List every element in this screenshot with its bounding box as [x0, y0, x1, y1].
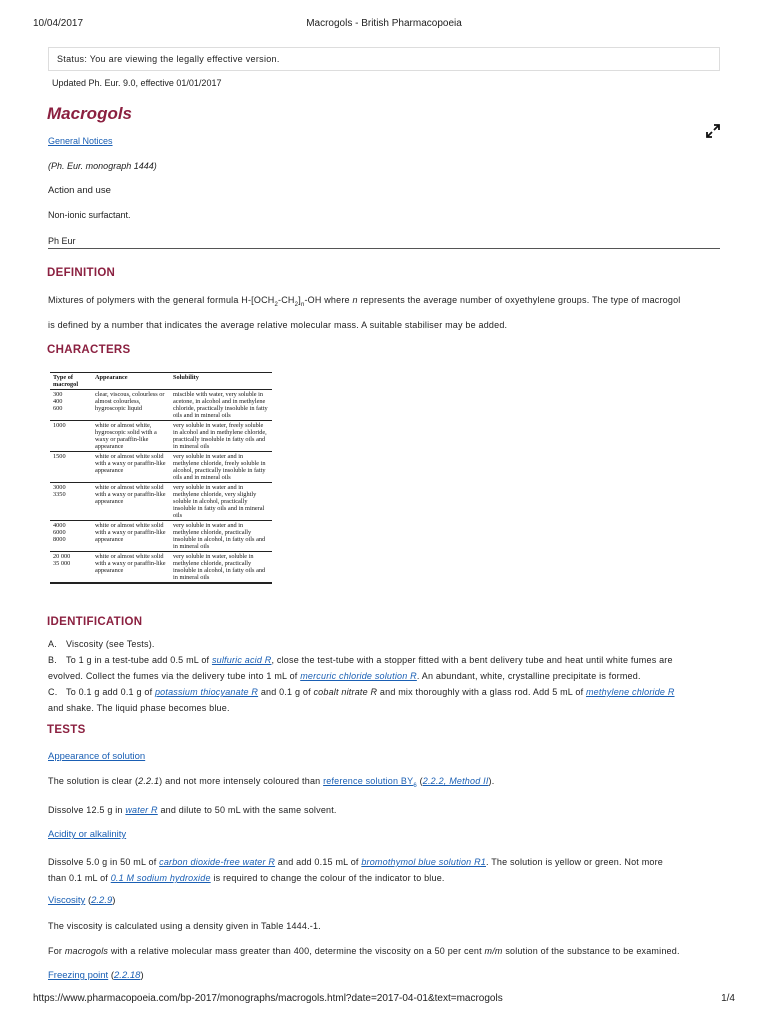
- list-item: B. To 1 g in a test-tube add 0.5 mL of sulfuric acid R, close the test-tube with a stopper fitted with a bent delivery tube and heat until white fumes are evolved. Collect the fumes via the delivery tube into 1 mL of mercuric chloride solution R. An abundant, white, crystalline precipitate is formed.: [48, 655, 673, 681]
- method-ii-link[interactable]: 2.2.2, Method II: [422, 776, 489, 786]
- table-cell: miscible with water, very soluble in acetone, in alcohol and in methylene chloride, practically insoluble in fatty oils and in mineral oils: [170, 390, 272, 421]
- viscosity-ref-link[interactable]: 2.2.9: [91, 895, 113, 906]
- bromothymol-blue-link[interactable]: bromothymol blue solution R1: [361, 857, 486, 867]
- status-text: Status: You are viewing the legally effective version.: [57, 54, 280, 64]
- appearance-of-solution-link[interactable]: Appearance of solution: [48, 751, 146, 762]
- table-row: [50, 390, 272, 421]
- acidity-text: Dissolve 5.0 g in 50 mL of carbon dioxide-free water R and add 0.15 mL of bromothymol blue solution R1. The solution is yellow or green. Not more than 0.1 mL of 0.1 M sodium hydroxide is required to change the colour of the indicator to blue.: [48, 857, 664, 883]
- identification-list: [48, 636, 720, 716]
- expand-icon[interactable]: [706, 124, 720, 138]
- table-cell: 20 000 35 000: [50, 552, 92, 583]
- monograph-ref: (Ph. Eur. monograph 1444): [48, 161, 157, 171]
- definition-text: Mixtures of polymers with the general formula $H-[OCH_2-CH_2]_n-OH$ where n represents the average number of oxyethylene groups. The type of macrogol is defined by a number that indicates the average relative molecular mass. A suitable stabiliser may be added.: [48, 295, 681, 330]
- viscosity-link[interactable]: Viscosity: [48, 895, 86, 906]
- acidity-link[interactable]: Acidity or alkalinity: [48, 829, 127, 840]
- table-row: [50, 521, 272, 552]
- table-cell: white or almost white solid with a waxy or paraffin-like appearance: [92, 483, 170, 521]
- carbon-dioxide-free-water-link[interactable]: carbon dioxide-free water R: [159, 857, 276, 867]
- page-number: 1/4: [721, 993, 735, 1004]
- table-cell: very soluble in water, soluble in methylene chloride, practically insoluble in alcohol, in fatty oils and in mineral oils: [170, 552, 272, 583]
- table-cell: very soluble in water, freely soluble in alcohol and in methylene chloride, practically insoluble in fatty oils and in mineral oils: [170, 421, 272, 452]
- table-header: Type of macrogol: [50, 373, 92, 390]
- table-cell: 4000 6000 8000: [50, 521, 92, 552]
- list-item: C. To 0.1 g add 0.1 g of potassium thiocyanate R and 0.1 g of cobalt nitrate R and mix thoroughly with a glass rod. Add 5 mL of methylene chloride R and shake. The liquid phase becomes blue.: [48, 687, 675, 713]
- sodium-hydroxide-link[interactable]: 0.1 M sodium hydroxide: [110, 873, 211, 883]
- table-cell: 1000: [50, 421, 92, 452]
- section-tests: TESTS: [47, 724, 86, 736]
- viscosity-text-2: For macrogols with a relative molecular mass greater than 400, determine the viscosity on a 50 per cent m/m solution of the substance to be examined.: [48, 946, 680, 956]
- list-item: A. Viscosity (see Tests).: [48, 639, 155, 649]
- table-cell: 1500: [50, 452, 92, 483]
- action-heading: Action and use: [48, 185, 111, 196]
- table-cell: white or almost white solid with a waxy or paraffin-like appearance: [92, 521, 170, 552]
- viscosity-heading: Viscosity (2.2.9): [48, 895, 116, 906]
- table-cell: very soluble in water and in methylene chloride, freely soluble in alcohol, practically insoluble in fatty oils and in mineral oils: [170, 452, 272, 483]
- freezing-heading: Freezing point (2.2.18): [48, 970, 144, 981]
- table-cell: 3000 3350: [50, 483, 92, 521]
- reference-solution-link[interactable]: reference solution $BY_6$: [323, 776, 417, 789]
- table-cell: clear, viscous, colourless or almost colourless, hygroscopic liquid: [92, 390, 170, 421]
- table-row: [50, 552, 272, 583]
- table-cell: white or almost white solid with a waxy or paraffin-like appearance: [92, 552, 170, 583]
- table-cell: 300 400 600: [50, 390, 92, 421]
- updated-text: Updated Ph. Eur. 9.0, effective 01/01/2017: [52, 78, 222, 88]
- table-cell: very soluble in water and in methylene chloride, very slightly soluble in alcohol, practically insoluble in fatty oils and in mineral oils: [170, 483, 272, 521]
- page-title: Macrogols: [47, 104, 133, 123]
- table-cell: white or almost white solid with a waxy or paraffin-like appearance: [92, 452, 170, 483]
- action-text: Non-ionic surfactant.: [48, 210, 131, 220]
- table-row: [50, 452, 272, 483]
- table-header: Appearance: [92, 373, 170, 390]
- section-identification: IDENTIFICATION: [47, 616, 143, 628]
- status-box: [48, 47, 720, 71]
- dissolve-text: Dissolve 12.5 g in water R and dilute to 50 mL with the same solvent.: [48, 805, 337, 815]
- divider: [48, 248, 720, 249]
- table-cell: very soluble in water and in methylene chloride, practically insoluble in alcohol, in fatty oils and in mineral oils: [170, 521, 272, 552]
- freezing-point-link[interactable]: Freezing point: [48, 970, 109, 981]
- general-notices-link[interactable]: General Notices: [48, 136, 113, 146]
- footer-url: https://www.pharmacopoeia.com/bp-2017/monographs/macrogols.html?date=2017-04-01&text=macrogols: [33, 993, 503, 1004]
- section-characters: CHARACTERS: [47, 344, 131, 356]
- table-cell: white or almost white, hygroscopic solid with a waxy or paraffin-like appearance: [92, 421, 170, 452]
- section-definition: DEFINITION: [47, 267, 116, 279]
- ph-eur-label: Ph Eur: [48, 236, 76, 246]
- table-header: Solubility: [170, 373, 272, 390]
- mercuric-chloride-link[interactable]: mercuric chloride solution R: [300, 671, 417, 681]
- print-date: 10/04/2017: [33, 18, 84, 29]
- print-footer: [33, 993, 735, 1005]
- appearance-text: The solution is clear (2.2.1) and not more intensely coloured than reference solution $BY_6$ (2.2.2, Method II).: [48, 776, 495, 789]
- print-header: [33, 18, 735, 30]
- methylene-chloride-link[interactable]: methylene chloride R: [585, 687, 675, 697]
- potassium-thiocyanate-link[interactable]: potassium thiocyanate R: [154, 687, 259, 697]
- table-row: [50, 483, 272, 521]
- freezing-ref-link[interactable]: 2.2.18: [114, 970, 141, 981]
- sulfuric-acid-link[interactable]: sulfuric acid R: [211, 655, 272, 665]
- print-title: Macrogols - British Pharmacopoeia: [306, 18, 462, 29]
- characters-table: [50, 372, 272, 584]
- table-row: [50, 421, 272, 452]
- water-r-link[interactable]: water R: [125, 805, 158, 815]
- viscosity-text-1: The viscosity is calculated using a density given in Table 1444.-1.: [48, 921, 321, 931]
